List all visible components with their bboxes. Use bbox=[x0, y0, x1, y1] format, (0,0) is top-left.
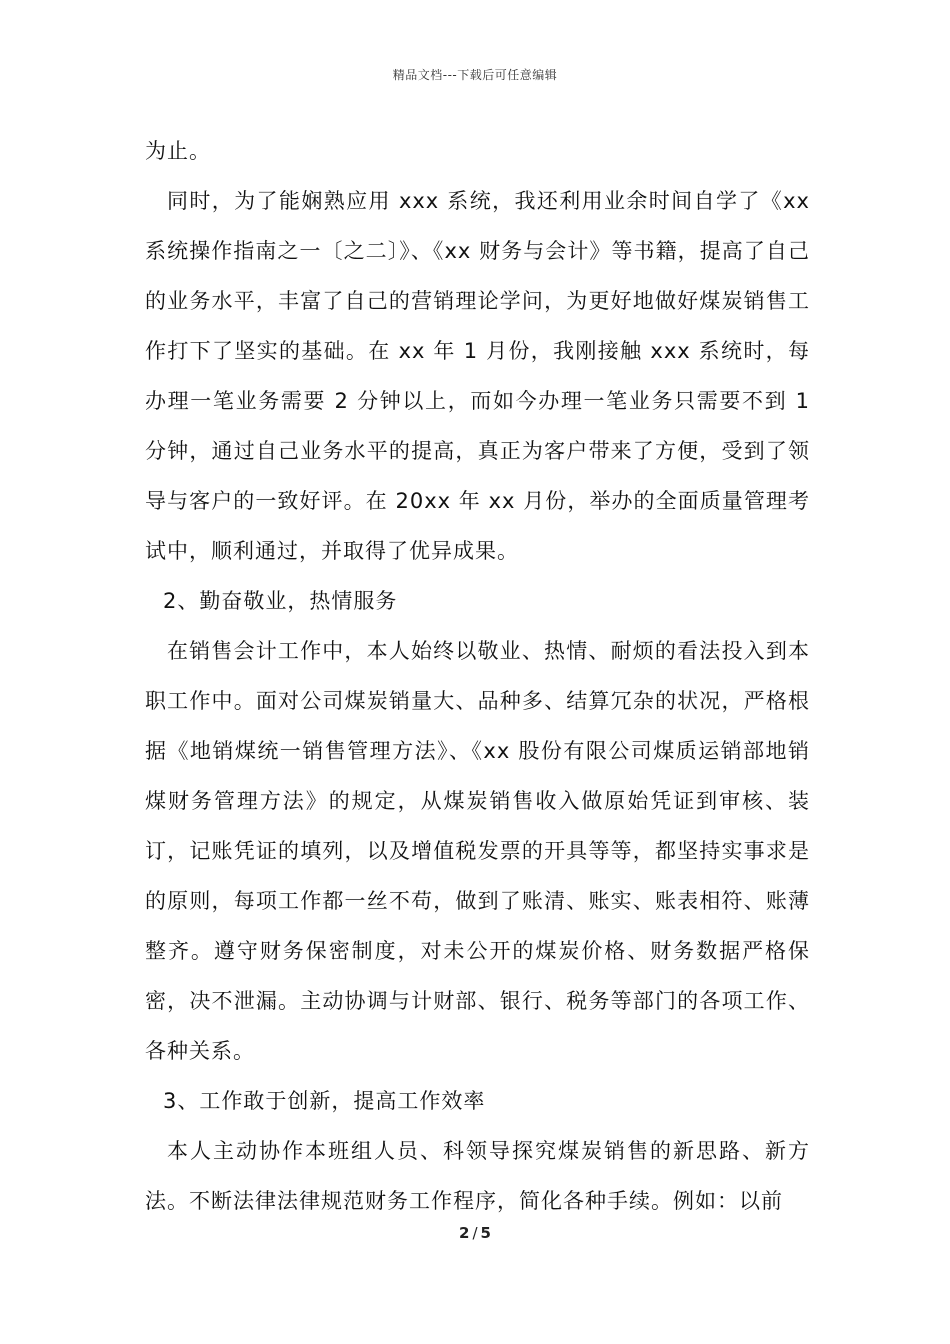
paragraph-2: 同时，为了能娴熟应用 xxx 系统，我还利用业余时间自学了《xx 系统操作指南之一〔之二〕》、《xx 财务与会计》等书籍，提高了自己的业务水平，丰富了自己的营销理论学问，为更好地做好煤炭销售工作打下了坚实的基础。在 xx 年 1 月份，我刚接触 xxx 系统时，每办理一笔业务需要 2 分钟以上，而如今办理一笔业务只需要不到 1 分钟，通过自己业务水平的提高，真正为客户带来了方便，受到了领导与客户的一致好评。在 20xx 年 xx 月份，举办的全面质量管理考试中，顺利通过，并取得了优异成果。 bbox=[145, 189, 810, 563]
paragraph-4: 本人主动协作本班组人员、科领导探究煤炭销售的新思路、新方法。不断法律法律规范财务工作程序，简化各种手续。例如：以前 bbox=[145, 1139, 810, 1213]
paragraph-3: 在销售会计工作中，本人始终以敬业、热情、耐烦的看法投入到本职工作中。面对公司煤炭销量大、品种多、结算冗杂的状况，严格根据《地销煤统一销售管理方法》、《xx 股份有限公司煤质运销部地销煤财务管理方法》的规定，从煤炭销售收入做原始凭证到审核、装订，记账凭证的填列，以及增值税发票的开具等等，都坚持实事求是的原则，每项工作都一丝不苟，做到了账清、账实、账表相符、账薄整齐。遵守财务保密制度，对未公开的煤炭价格、财务数据严格保密，决不泄漏。主动协调与计财部、银行、税务等部门的各项工作、各种关系。 bbox=[145, 639, 810, 1063]
total-page-count: 5 bbox=[480, 1224, 491, 1242]
page-separator: / bbox=[472, 1224, 478, 1242]
current-page-number: 2 bbox=[459, 1224, 470, 1242]
section-heading-3: 3、工作敢于创新，提高工作效率 bbox=[163, 1089, 486, 1113]
page-header: 精品文档---下载后可任意编辑 bbox=[392, 68, 558, 82]
page-number bbox=[0, 1224, 950, 1242]
paragraph-1: 为止。 bbox=[145, 139, 211, 163]
section-heading-2: 2、勤奋敬业，热情服务 bbox=[163, 589, 398, 613]
document-body bbox=[145, 126, 810, 1226]
